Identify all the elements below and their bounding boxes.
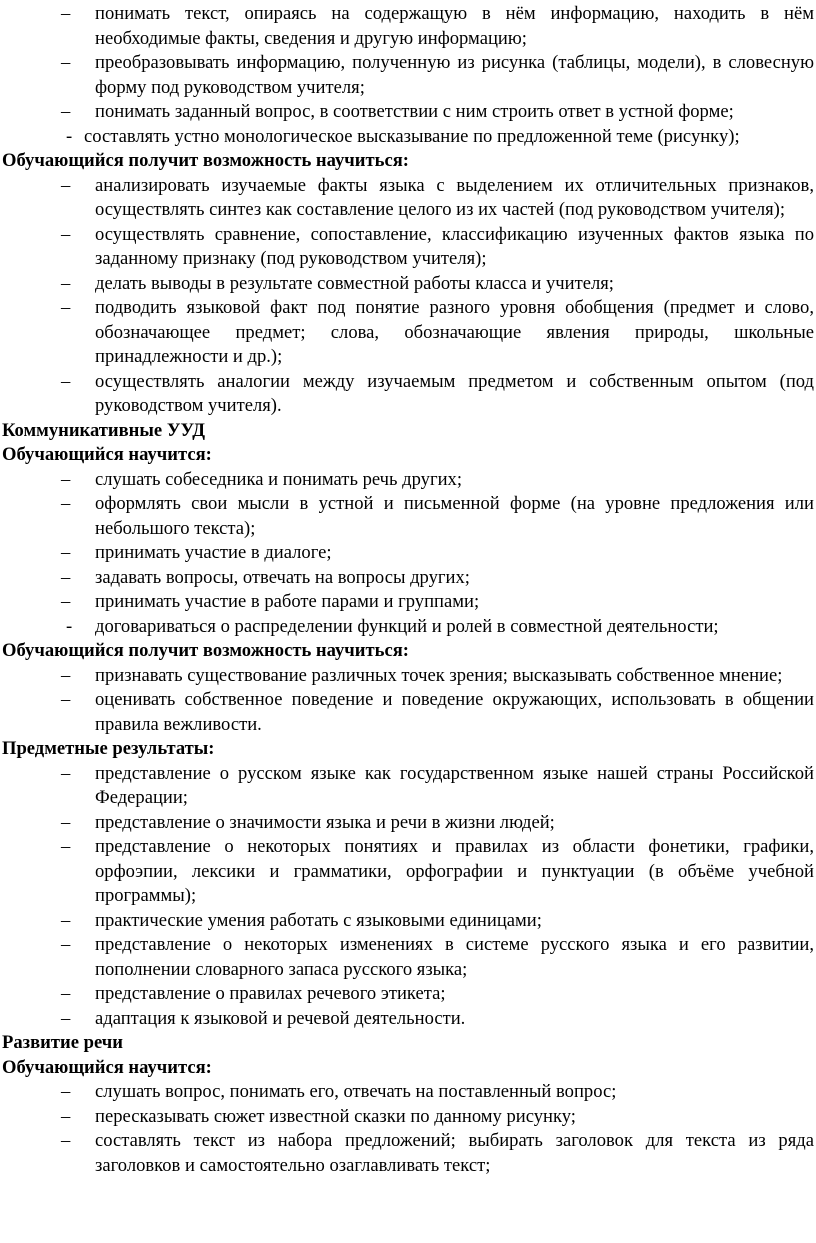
list-item: [2, 762, 814, 811]
list-item: [2, 909, 814, 934]
list-item-text: признавать существование различных точек зрения; высказывать собственное мнение;: [95, 664, 783, 686]
list-item-text: принимать участие в диалоге;: [95, 542, 332, 563]
list-marker: –: [61, 909, 71, 931]
list-item: [2, 2, 814, 51]
list-item-text: слушать собеседника и понимать речь других;: [95, 468, 462, 490]
list-marker: –: [61, 762, 71, 784]
list-item-text: договариваться о распределении функций и ролей в совместной деятельности;: [95, 615, 719, 637]
list-marker: –: [61, 52, 71, 73]
list-item-text: практические умения работать с языковыми единицами;: [95, 909, 542, 931]
list-marker: –: [61, 272, 71, 294]
list-item-text: осуществлять сравнение, сопоставление, классификацию изученных фактов языка по заданному признаку (под руководством учителя);: [95, 223, 814, 269]
list-marker: –: [61, 1130, 71, 1151]
list-item-text: осуществлять аналогии между изучаемым предметом и собственным опытом (под руководством учителя).: [95, 370, 814, 416]
list-marker: –: [61, 1105, 71, 1127]
list-item-text: делать выводы в результате совместной работы класса и учителя;: [95, 272, 614, 294]
list-item: [2, 835, 814, 909]
list-item-text: пересказывать сюжет известной сказки по данному рисунку;: [95, 1105, 576, 1127]
list-item: [2, 1105, 814, 1130]
list-item-text: анализировать изучаемые факты языка с выделением их отличительных признаков, осуществлять синтез как составление целого из их частей (под руководством учителя);: [95, 174, 814, 220]
list-item: [2, 615, 814, 640]
list-marker: -: [66, 615, 73, 637]
list-item-text: принимать участие в работе парами и группами;: [95, 591, 480, 612]
list-marker: –: [61, 811, 71, 833]
list-item: [2, 566, 814, 591]
list-marker: –: [61, 934, 71, 955]
list-marker: –: [61, 174, 71, 196]
list-marker: –: [61, 689, 71, 710]
list-marker: –: [61, 542, 71, 563]
list-item: [2, 51, 814, 100]
list-marker: -: [66, 125, 73, 147]
section-heading: Обучающийся получит возможность научиться:: [2, 150, 409, 171]
list-item: [2, 1007, 814, 1032]
list-item-text: представление о некоторых понятиях и правилах из области фонетики, графики, орфоэпии, лексики и грамматики, орфографии и пунктуации (в объёме учебной программы);: [95, 836, 814, 906]
section-heading: Обучающийся научится:: [2, 444, 212, 465]
list-marker: –: [61, 664, 71, 686]
list-item: [2, 174, 814, 223]
section-heading: Коммуникативные УУД: [2, 419, 206, 441]
list-marker: –: [61, 370, 71, 392]
section-heading: Обучающийся научится:: [2, 1056, 212, 1078]
list-item: [2, 468, 814, 493]
list-marker: –: [61, 591, 71, 612]
list-marker: –: [61, 493, 71, 514]
list-item: [2, 811, 814, 836]
list-item: [2, 590, 814, 615]
list-item: [2, 688, 814, 737]
list-marker: –: [61, 101, 71, 122]
list-marker: –: [61, 468, 71, 490]
list-item: [2, 100, 814, 125]
list-item-text: оформлять свои мысли в устной и письменной форме (на уровне предложения или небольшого текста);: [95, 493, 814, 539]
list-item-text: представление о правилах речевого этикета;: [95, 983, 446, 1004]
list-marker: –: [61, 836, 71, 857]
list-item: [2, 982, 814, 1007]
list-item: [2, 296, 814, 370]
list-item-text: задавать вопросы, отвечать на вопросы других;: [95, 566, 470, 588]
list-marker: –: [61, 1007, 71, 1029]
list-marker: –: [61, 297, 71, 318]
list-marker: –: [61, 3, 71, 24]
list-item-text: подводить языковой факт под понятие разного уровня обобщения (предмет и слово, обозначающее предмет; слова, обозначающие явления природы, школьные принадлежности и др.);: [95, 297, 814, 367]
list-item-text: оценивать собственное поведение и поведение окружающих, использовать в общении правила вежливости.: [95, 689, 814, 735]
list-marker: –: [61, 566, 71, 588]
list-item: [2, 223, 814, 272]
list-item: [2, 492, 814, 541]
section-heading: Предметные результаты:: [2, 738, 215, 759]
list-item-text: понимать заданный вопрос, в соответствии с ним строить ответ в устной форме;: [95, 101, 734, 122]
section-heading: Обучающийся получит возможность научиться:: [2, 640, 409, 661]
list-item: [2, 272, 814, 297]
list-item: [2, 1080, 814, 1105]
list-item-text: представление о русском языке как государственном языке нашей страны Российской Федерации;: [95, 762, 814, 808]
list-item: [2, 370, 814, 419]
list-item-text: представление о значимости языка и речи в жизни людей;: [95, 811, 555, 833]
list-marker: –: [61, 983, 71, 1004]
list-item-text: адаптация к языковой и речевой деятельности.: [95, 1007, 466, 1029]
list-item-text: составлять текст из набора предложений; выбирать заголовок для текста из ряда заголовков и самостоятельно озаглавливать текст;: [95, 1130, 814, 1176]
list-item: [2, 541, 814, 566]
list-item-text: понимать текст, опираясь на содержащую в нём информацию, находить в нём необходимые факты, сведения и другую информацию;: [95, 3, 814, 49]
list-marker: –: [61, 223, 71, 245]
list-item-text: слушать вопрос, понимать его, отвечать на поставленный вопрос;: [95, 1081, 617, 1102]
list-item: [2, 664, 814, 689]
section-heading: Развитие речи: [2, 1032, 123, 1053]
list-marker: –: [61, 1081, 71, 1102]
list-item: [2, 933, 814, 982]
list-item: [2, 1129, 814, 1178]
list-item-text: преобразовывать информацию, полученную из рисунка (таблицы, модели), в словесную форму под руководством учителя;: [95, 52, 814, 98]
list-item-text: представление о некоторых изменениях в системе русского языка и его развитии, пополнении словарного запаса русского языка;: [95, 934, 814, 980]
list-item: [2, 125, 814, 150]
list-item-text: составлять устно монологическое высказывание по предложенной теме (рисунку);: [84, 125, 740, 147]
